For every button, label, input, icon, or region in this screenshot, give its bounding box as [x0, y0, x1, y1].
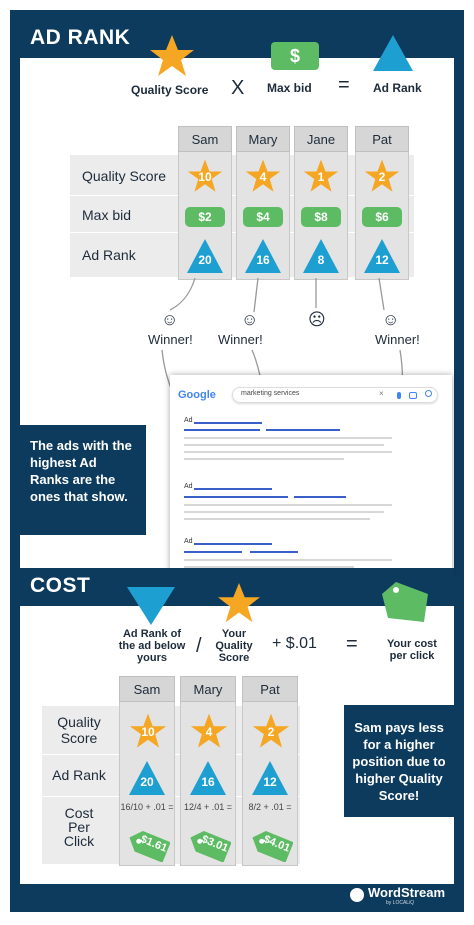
ad-rank-triangle-icon: [244, 238, 282, 274]
ad-link-line: [294, 496, 346, 498]
cost-value: $1.61: [138, 833, 169, 855]
search-results-mockup: [170, 375, 452, 575]
ad-link-line: [194, 543, 272, 545]
eq-divide-operator: /: [196, 635, 202, 657]
search-icon: [425, 390, 432, 397]
winner-label: Winner!: [148, 332, 193, 347]
quality-score-value: 4: [205, 725, 213, 739]
wordstream-logo: [350, 885, 458, 907]
ad-label: Ad: [184, 538, 193, 545]
infographic-frame: [10, 10, 464, 912]
search-box: [232, 387, 438, 403]
price-tag-icon: [126, 828, 170, 862]
ad-rank-value: 12: [263, 775, 277, 789]
camera-icon: [409, 392, 417, 399]
ad-rank-triangle-icon: [363, 238, 401, 274]
clear-icon: ×: [379, 389, 384, 398]
cost-formula: 12/4 + .01 =: [183, 802, 233, 812]
bid-symbol: $: [289, 46, 300, 66]
quality-score-value: 2: [378, 170, 386, 184]
rowlabel-ad-rank: Ad Rank: [82, 247, 136, 263]
cost-rowlabel-ad-rank: Ad Rank: [52, 767, 106, 783]
result-text-line: [184, 504, 392, 506]
cost-formula: 16/10 + .01 =: [120, 802, 174, 812]
cost-colhead-mary: Mary: [180, 676, 236, 702]
quality-score-star-icon: [187, 158, 223, 194]
eq-plus-one-cent: + $.01: [272, 635, 317, 652]
ad-rank-triangle-icon: [302, 238, 340, 274]
eq-equals-operator: =: [338, 74, 350, 96]
price-tag-icon: [378, 580, 432, 624]
quality-score-star-icon: [364, 158, 400, 194]
rowlabel-max-bid: Max bid: [82, 207, 132, 223]
wordstream-logo-icon: [350, 888, 364, 902]
ad-rank-triangle-icon: [251, 760, 289, 796]
ad-link-line: [266, 429, 340, 431]
quality-score-value: 4: [259, 170, 267, 184]
star-icon: [216, 582, 262, 624]
brand-sub: by LOCALiQ: [386, 900, 415, 906]
result-text-line: [184, 518, 370, 520]
eq-quality-score-label: Quality Score: [131, 83, 209, 97]
eq-times-operator: X: [231, 77, 245, 99]
ad-link-line: [184, 496, 288, 498]
quality-score-value: 2: [267, 725, 275, 739]
cost-title: COST: [30, 574, 91, 597]
ad-label: Ad: [184, 483, 193, 490]
quality-score-star-icon: [252, 712, 290, 750]
triangle-icon: [372, 34, 414, 72]
inverted-triangle-icon: [126, 586, 176, 626]
quality-score-value: 10: [198, 170, 212, 184]
star-icon: [148, 34, 196, 78]
cost-value: $3.01: [199, 833, 230, 855]
search-query: marketing services: [241, 390, 300, 397]
smiling-emoji-icon: ☺: [382, 310, 400, 329]
microphone-icon: [397, 392, 401, 399]
colhead-jane: Jane: [294, 126, 348, 152]
ad-rank-value: 16: [256, 253, 270, 267]
cost-formula: 8/2 + .01 =: [248, 802, 292, 812]
eq-ad-rank-below-label: Ad Rank of the ad below yours: [118, 628, 186, 664]
result-text-line: [184, 451, 392, 453]
eq-max-bid-label: Max bid: [267, 81, 312, 95]
ad-link-line: [250, 551, 298, 553]
ad-rank-value: 20: [198, 253, 212, 267]
ad-rank-triangle-icon: [186, 238, 224, 274]
ad-link-line: [184, 551, 242, 553]
eq-equals-operator: =: [346, 633, 358, 655]
eq-cost-per-click-label: Your cost per click: [387, 638, 437, 662]
max-bid-badge: $8: [301, 207, 341, 227]
neutral-emoji-icon: ☹: [308, 310, 326, 329]
result-text-line: [184, 458, 344, 460]
eq-your-quality-score-label: Your Quality Score: [215, 628, 253, 664]
ad-rank-value: 20: [140, 775, 154, 789]
ad-link-line: [194, 422, 262, 424]
quality-score-star-icon: [190, 712, 228, 750]
ad-label: Ad: [184, 417, 193, 424]
result-text-line: [184, 559, 392, 561]
cost-colhead-pat: Pat: [242, 676, 298, 702]
max-bid-badge: $4: [243, 207, 283, 227]
cost-side-note: Sam pays less for a higher position due to higher Quality Score!: [344, 705, 454, 817]
adrank-side-note: The ads with the highest Ad Ranks are the ones that show.: [20, 425, 146, 535]
eq-ad-rank-label: Ad Rank: [373, 81, 422, 95]
cost-rowlabel-quality-score: Quality Score: [57, 714, 101, 746]
ad-link-line: [194, 488, 272, 490]
colhead-mary: Mary: [236, 126, 290, 152]
quality-score-value: 1: [317, 170, 325, 184]
max-bid-badge: $6: [362, 207, 402, 227]
quality-score-star-icon: [303, 158, 339, 194]
max-bid-badge: $2: [185, 207, 225, 227]
winner-label: Winner!: [218, 332, 263, 347]
bid-money-icon: [271, 42, 319, 70]
ad-link-line: [184, 429, 260, 431]
cost-colhead-sam: Sam: [119, 676, 175, 702]
result-text-line: [184, 437, 392, 439]
colhead-pat: Pat: [355, 126, 409, 152]
rowlabel-quality-score: Quality Score: [82, 168, 167, 184]
quality-score-star-icon: [129, 712, 167, 750]
quality-score-value: 10: [141, 725, 155, 739]
adrank-title: AD RANK: [30, 26, 131, 49]
winner-label: Winner!: [375, 332, 420, 347]
smiling-emoji-icon: ☺: [241, 310, 259, 329]
quality-score-star-icon: [245, 158, 281, 194]
ad-rank-triangle-icon: [128, 760, 166, 796]
price-tag-icon: [249, 828, 293, 862]
ad-rank-value: 12: [375, 253, 389, 267]
ad-rank-value: 8: [317, 253, 325, 267]
smiling-emoji-icon: ☺: [161, 310, 179, 329]
google-logo: [178, 389, 216, 401]
cost-value: $4.01: [261, 833, 292, 855]
brand-name: WordStream: [368, 885, 446, 900]
ad-rank-triangle-icon: [189, 760, 227, 796]
price-tag-icon: [187, 828, 231, 862]
cost-rowlabel-cost-per-click: Cost Per Click: [63, 805, 95, 849]
result-text-line: [184, 511, 384, 513]
result-text-line: [184, 444, 384, 446]
colhead-sam: Sam: [178, 126, 232, 152]
google-logo-text: Google: [178, 389, 216, 401]
ad-rank-value: 16: [201, 775, 215, 789]
